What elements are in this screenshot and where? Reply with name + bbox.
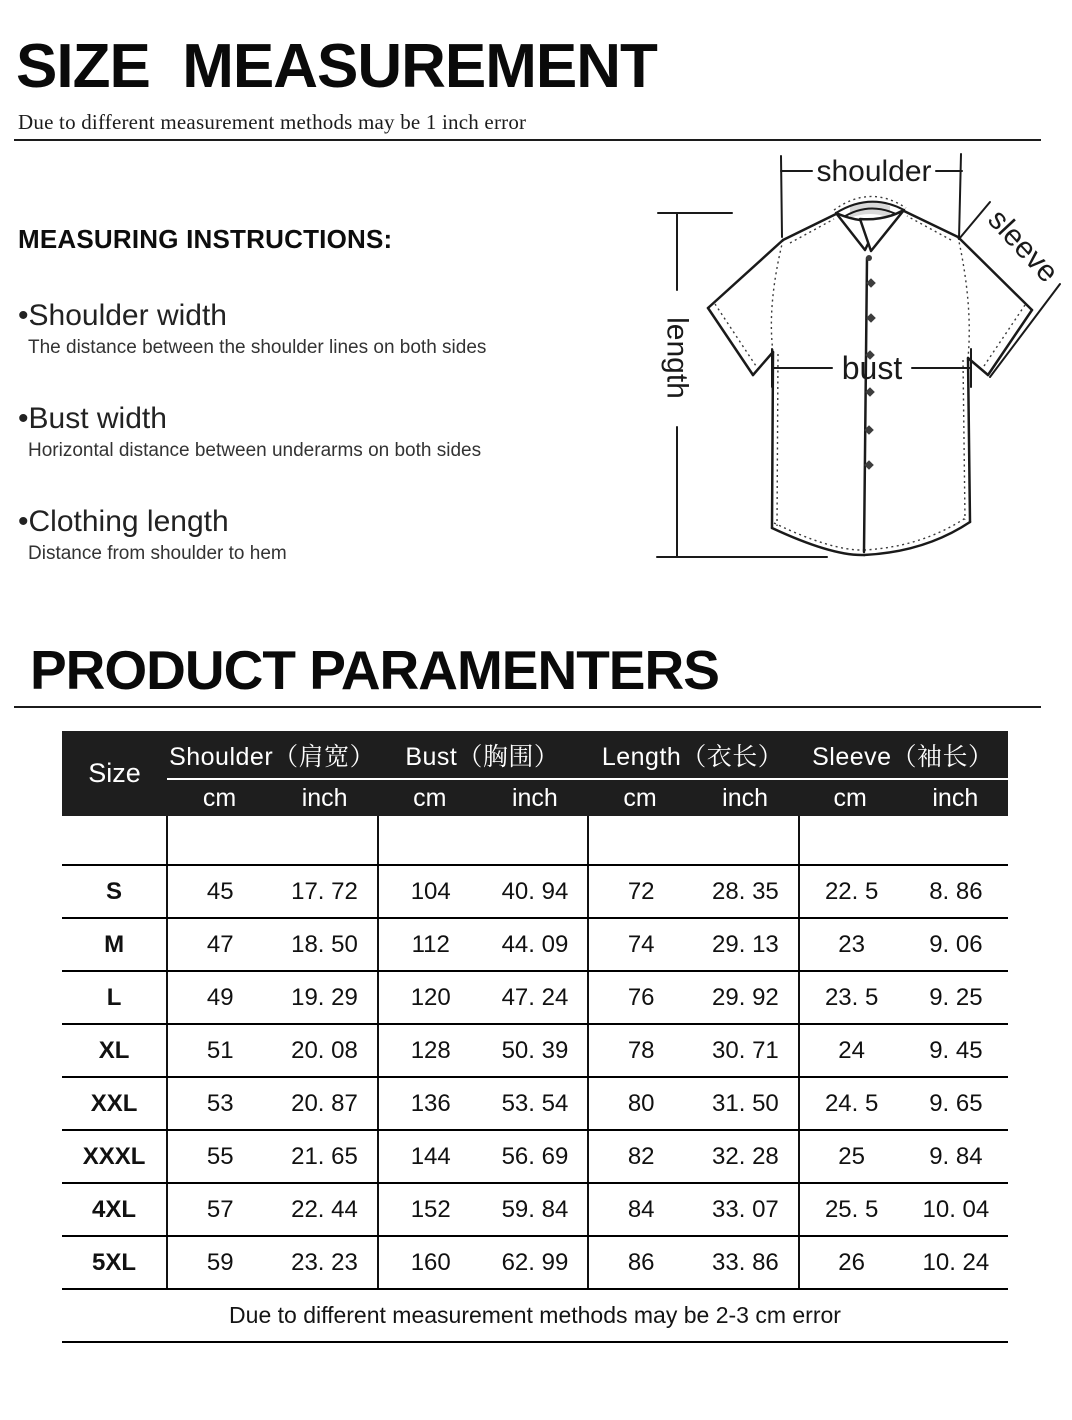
inch-cell: 62. 99 <box>501 1248 569 1276</box>
bust-label: bust <box>841 350 903 386</box>
unit-inch: inch <box>511 783 558 812</box>
length-cells <box>587 919 797 970</box>
shoulder-label: shoulder <box>816 155 932 188</box>
unit-cm: cm <box>413 783 447 812</box>
inch-cell: 44. 09 <box>501 930 569 958</box>
page-subtitle: Due to different measurement methods may be 1 inch error <box>18 110 527 134</box>
shoulder-cells <box>166 1025 376 1076</box>
cm-cell: 74 <box>627 930 655 958</box>
cm-cell: 53 <box>206 1089 234 1117</box>
cm-cell: 86 <box>627 1248 655 1276</box>
empty-cell <box>377 816 587 864</box>
length-cells <box>587 866 797 917</box>
spacer-row <box>62 816 1008 866</box>
sleeve-cells <box>798 972 1008 1023</box>
instruction-item <box>18 400 618 464</box>
sleeve-label: sleeve <box>981 203 1065 289</box>
bust-cells <box>377 919 587 970</box>
inch-cell: 20. 08 <box>291 1036 358 1064</box>
instruction-title-text: Bust width <box>28 402 167 435</box>
cm-cell: 24 <box>838 1036 865 1064</box>
inch-cell: 20. 87 <box>291 1089 358 1117</box>
instruction-title-text: Clothing length <box>28 505 229 538</box>
inch-cell: 23. 23 <box>291 1248 358 1276</box>
empty-cell <box>798 816 1008 864</box>
cm-cell: 80 <box>627 1089 655 1117</box>
cm-cell: 84 <box>627 1195 655 1223</box>
sleeve-cells <box>798 1184 1008 1235</box>
cm-cell: 25 <box>838 1142 865 1170</box>
inch-cell: 56. 69 <box>501 1142 569 1170</box>
cm-cell: 76 <box>627 983 655 1011</box>
instruction-title <box>18 503 618 541</box>
cm-cell: 24. 5 <box>824 1089 879 1117</box>
inch-cell: 22. 44 <box>291 1195 358 1223</box>
cm-cell: 152 <box>410 1195 451 1223</box>
sleeve-cells <box>798 1078 1008 1129</box>
inch-cell: 28. 35 <box>712 877 779 905</box>
inch-cell: 9. 65 <box>929 1089 983 1117</box>
table-row <box>62 1237 1008 1290</box>
instructions-heading: MEASURING INSTRUCTIONS: <box>18 224 393 254</box>
length-cells <box>587 1184 797 1235</box>
size-cell: 4XL <box>92 1195 137 1223</box>
cm-cell: 23 <box>838 930 865 958</box>
cm-cell: 49 <box>206 983 234 1011</box>
table-row <box>62 1131 1008 1184</box>
inch-cell: 53. 54 <box>501 1089 569 1117</box>
unit-cm: cm <box>623 783 657 812</box>
bust-cells <box>377 1025 587 1076</box>
inch-cell: 33. 86 <box>712 1248 779 1276</box>
instruction-description: Distance from shoulder to hem <box>28 543 287 564</box>
inch-cell: 9. 84 <box>929 1142 983 1170</box>
table-row <box>62 919 1008 972</box>
cm-cell: 144 <box>410 1142 451 1170</box>
cm-cell: 25. 5 <box>824 1195 879 1223</box>
instruction-title-text: Shoulder width <box>28 299 227 332</box>
length-label: length <box>660 317 694 399</box>
sleeve-cells <box>798 1131 1008 1182</box>
size-cell: L <box>106 983 122 1011</box>
inch-cell: 29. 13 <box>712 930 779 958</box>
sleeve-cells <box>798 866 1008 917</box>
table-row <box>62 1184 1008 1237</box>
cm-cell: 47 <box>206 930 234 958</box>
inch-cell: 21. 65 <box>291 1142 358 1170</box>
instruction-description: Horizontal distance between underarms on both sides <box>28 440 482 461</box>
cm-cell: 22. 5 <box>824 877 879 905</box>
inch-cell: 17. 72 <box>291 877 358 905</box>
length-cells <box>587 1131 797 1182</box>
size-cell: XXXL <box>82 1142 146 1170</box>
table-row <box>62 1025 1008 1078</box>
page-title: SIZE MEASUREMENT <box>16 32 657 101</box>
size-cell: XXL <box>90 1089 138 1117</box>
group-header-shoulder: Shoulder（肩宽） <box>169 742 376 771</box>
size-cell: S <box>106 877 123 905</box>
unit-cm: cm <box>833 783 867 812</box>
divider-line <box>14 706 1041 708</box>
group-header-sleeve: Sleeve（袖长） <box>812 742 994 771</box>
table-row <box>62 972 1008 1025</box>
cm-cell: 23. 5 <box>824 983 879 1011</box>
shoulder-cells <box>166 972 376 1023</box>
length-cells <box>587 1025 797 1076</box>
bust-cells <box>377 972 587 1023</box>
group-header-bust: Bust（胸围） <box>405 742 560 771</box>
inch-cell: 19. 29 <box>291 983 358 1011</box>
table-row <box>62 1078 1008 1131</box>
group-label-row <box>167 731 1008 780</box>
size-cell: 5XL <box>92 1248 137 1276</box>
bullet: • <box>18 505 29 538</box>
measuring-instructions <box>18 224 618 567</box>
bust-cells <box>377 1237 587 1288</box>
shoulder-cells <box>166 1078 376 1129</box>
cm-cell: 45 <box>206 877 234 905</box>
table-row <box>62 866 1008 919</box>
unit-inch: inch <box>722 783 769 812</box>
unit-inch: inch <box>301 783 348 812</box>
bullet: • <box>18 402 29 435</box>
group-headers <box>167 731 1008 816</box>
size-cell: M <box>104 930 125 958</box>
instruction-item <box>18 297 618 361</box>
inch-cell: 29. 92 <box>712 983 779 1011</box>
table-header <box>62 731 1008 816</box>
inch-cell: 18. 50 <box>291 930 358 958</box>
inch-cell: 47. 24 <box>501 983 569 1011</box>
size-column-header: Size <box>88 758 141 788</box>
cm-cell: 160 <box>410 1248 451 1276</box>
cm-cell: 136 <box>410 1089 451 1117</box>
inch-cell: 8. 86 <box>929 877 983 905</box>
shirt-diagram <box>620 140 1072 600</box>
inch-cell: 31. 50 <box>712 1089 779 1117</box>
unit-inch: inch <box>932 783 979 812</box>
unit-label-row <box>167 780 1008 816</box>
inch-cell: 10. 24 <box>922 1248 990 1276</box>
cm-cell: 128 <box>410 1036 451 1064</box>
sleeve-cells <box>798 919 1008 970</box>
cm-cell: 26 <box>838 1248 865 1276</box>
instruction-description: The distance between the shoulder lines on both sides <box>28 337 487 358</box>
cm-cell: 72 <box>627 877 655 905</box>
bullet: • <box>18 299 29 332</box>
empty-cell <box>62 816 166 864</box>
cm-cell: 59 <box>206 1248 234 1276</box>
inch-cell: 40. 94 <box>501 877 569 905</box>
inch-cell: 9. 45 <box>929 1036 983 1064</box>
length-cells <box>587 1237 797 1288</box>
cm-cell: 78 <box>627 1036 655 1064</box>
shoulder-cells <box>166 1237 376 1288</box>
empty-cell <box>587 816 797 864</box>
group-header-length: Length（衣长） <box>601 742 784 771</box>
parameters-heading: PRODUCT PARAMENTERS <box>30 639 719 701</box>
empty-cell <box>166 816 376 864</box>
shoulder-cells <box>166 1184 376 1235</box>
shoulder-cells <box>166 1131 376 1182</box>
inch-cell: 30. 71 <box>712 1036 779 1064</box>
instruction-title <box>18 400 618 438</box>
inch-cell: 59. 84 <box>501 1195 569 1223</box>
inch-cell: 33. 07 <box>712 1195 779 1223</box>
cm-cell: 104 <box>410 877 451 905</box>
cm-cell: 112 <box>411 930 450 958</box>
cm-cell: 51 <box>206 1036 234 1064</box>
bust-cells <box>377 1131 587 1182</box>
cm-cell: 57 <box>206 1195 234 1223</box>
inch-cell: 32. 28 <box>712 1142 779 1170</box>
inch-cell: 9. 06 <box>929 930 983 958</box>
length-cells <box>587 972 797 1023</box>
sleeve-cells <box>798 1025 1008 1076</box>
inch-cell: 10. 04 <box>922 1195 990 1223</box>
length-cells <box>587 1078 797 1129</box>
size-cell: XL <box>98 1036 130 1064</box>
sleeve-cells <box>798 1237 1008 1288</box>
bust-cells <box>377 1078 587 1129</box>
inch-cell: 50. 39 <box>501 1036 569 1064</box>
bust-cells <box>377 1184 587 1235</box>
cm-cell: 82 <box>627 1142 655 1170</box>
table-note: Due to different measurement methods may be 2-3 cm error <box>62 1290 1008 1343</box>
shoulder-cells <box>166 866 376 917</box>
unit-cm: cm <box>202 783 237 812</box>
cm-cell: 120 <box>410 983 451 1011</box>
cm-cell: 55 <box>206 1142 234 1170</box>
bust-cells <box>377 866 587 917</box>
instruction-title <box>18 297 618 335</box>
shoulder-cells <box>166 919 376 970</box>
inch-cell: 9. 25 <box>929 983 983 1011</box>
instruction-item <box>18 503 618 567</box>
size-table <box>62 731 1008 1343</box>
